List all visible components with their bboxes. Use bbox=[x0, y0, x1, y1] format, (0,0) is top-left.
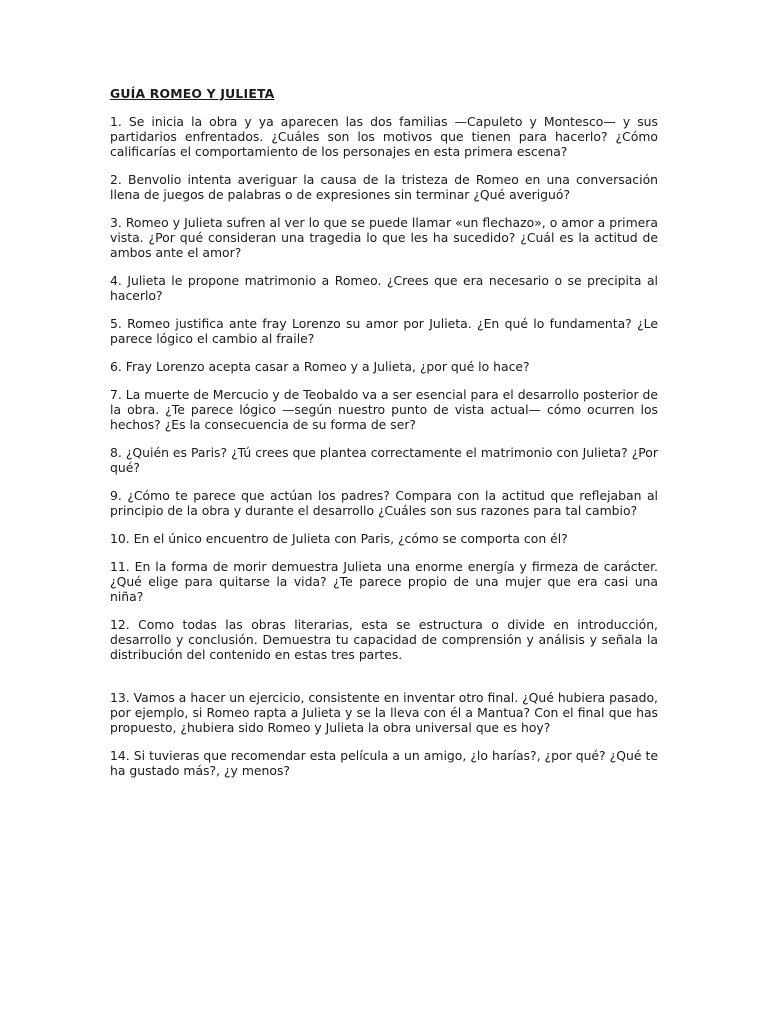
question-14: 14. Si tuvieras que recomendar esta película a un amigo, ¿lo harías?, ¿por qué? ¿Qué te ha gustado más?, ¿y menos? bbox=[110, 748, 658, 778]
question-2: 2. Benvolio intenta averiguar la causa de la tristeza de Romeo en una conversación llena de juegos de palabras o de expresiones sin terminar ¿Qué averiguó? bbox=[110, 172, 658, 202]
question-4: 4. Julieta le propone matrimonio a Romeo. ¿Crees que era necesario o se precipita al hacerlo? bbox=[110, 273, 658, 303]
question-6: 6. Fray Lorenzo acepta casar a Romeo y a Julieta, ¿por qué lo hace? bbox=[110, 359, 530, 374]
question-13: 13. Vamos a hacer un ejercicio, consistente en inventar otro final. ¿Qué hubiera pasado, por ejemplo, si Romeo rapta a Julieta y se la lleva con él a Mantua? Con el final que has propuesto, ¿hubiera sido Romeo y Julieta la obra universal que es hoy? bbox=[110, 690, 658, 735]
question-7: 7. La muerte de Mercucio y de Teobaldo va a ser esencial para el desarrollo posterior de la obra. ¿Te parece lógico —según nuestro punto de vista actual— cómo ocurren los hechos? ¿Es la consecuencia de su forma de ser? bbox=[110, 387, 658, 432]
question-8: 8. ¿Quién es Paris? ¿Tú crees que plantea correctamente el matrimonio con Julieta? ¿Por qué? bbox=[110, 445, 658, 475]
question-1: 1. Se inicia la obra y ya aparecen las dos familias —Capuleto y Montesco— y sus partidarios enfrentados. ¿Cuáles son los motivos que tienen para hacerlo? ¿Cómo calificarías el comportamiento de los personajes en esta primera escena? bbox=[110, 114, 658, 159]
question-3: 3. Romeo y Julieta sufren al ver lo que se puede llamar «un flechazo», o amor a primera vista. ¿Por qué consideran una tragedia lo que les ha sucedido? ¿Cuál es la actitud de ambos ante el amor? bbox=[110, 215, 658, 260]
question-12: 12. Como todas las obras literarias, esta se estructura o divide en introducción, desarrollo y conclusión. Demuestra tu capacidad de comprensión y análisis y señala la distribución del contenido en estas tres partes. bbox=[110, 617, 658, 662]
question-11: 11. En la forma de morir demuestra Julieta una enorme energía y firmeza de carácter. ¿Qué elige para quitarse la vida? ¿Te parece propio de una mujer que era casi una niña? bbox=[110, 559, 658, 604]
question-10: 10. En el único encuentro de Julieta con Paris, ¿cómo se comporta con él? bbox=[110, 531, 568, 546]
question-5: 5. Romeo justifica ante fray Lorenzo su amor por Julieta. ¿En qué lo fundamenta? ¿Le parece lógico el cambio al fraile? bbox=[110, 316, 658, 346]
document-page bbox=[110, 86, 658, 791]
question-9: 9. ¿Cómo te parece que actúan los padres? Compara con la actitud que reflejaban al principio de la obra y durante el desarrollo ¿Cuáles son sus razones para tal cambio? bbox=[110, 488, 658, 518]
document-title: GUÍA ROMEO Y JULIETA bbox=[110, 86, 275, 101]
